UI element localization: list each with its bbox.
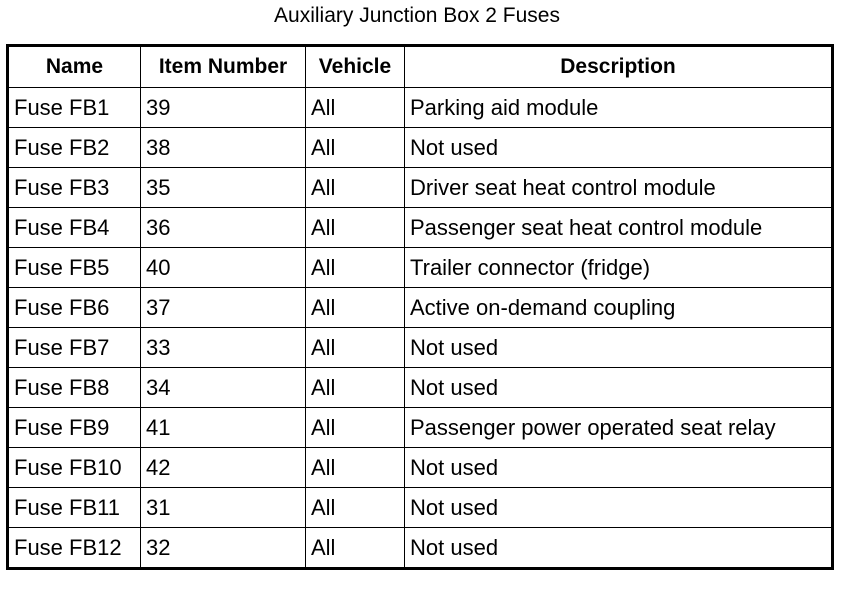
table-row	[8, 448, 833, 488]
table-row	[8, 328, 833, 368]
cell-description: Not used	[405, 528, 833, 569]
cell-description: Active on-demand coupling	[405, 288, 833, 328]
cell-name: Fuse FB4	[8, 208, 141, 248]
table-row	[8, 488, 833, 528]
cell-vehicle: All	[306, 368, 405, 408]
cell-item-number: 36	[141, 208, 306, 248]
cell-description: Not used	[405, 328, 833, 368]
cell-item-number: 41	[141, 408, 306, 448]
table-row	[8, 368, 833, 408]
cell-item-number: 34	[141, 368, 306, 408]
cell-vehicle: All	[306, 208, 405, 248]
cell-name: Fuse FB5	[8, 248, 141, 288]
cell-item-number: 40	[141, 248, 306, 288]
cell-vehicle: All	[306, 168, 405, 208]
header-item-number: Item Number	[141, 46, 306, 88]
table-row	[8, 88, 833, 128]
header-row	[8, 46, 833, 88]
cell-item-number: 38	[141, 128, 306, 168]
cell-name: Fuse FB6	[8, 288, 141, 328]
cell-name: Fuse FB8	[8, 368, 141, 408]
cell-vehicle: All	[306, 488, 405, 528]
cell-name: Fuse FB3	[8, 168, 141, 208]
cell-item-number: 33	[141, 328, 306, 368]
cell-item-number: 37	[141, 288, 306, 328]
cell-description: Passenger seat heat control module	[405, 208, 833, 248]
table-row	[8, 288, 833, 328]
cell-vehicle: All	[306, 288, 405, 328]
cell-name: Fuse FB7	[8, 328, 141, 368]
cell-item-number: 31	[141, 488, 306, 528]
cell-description: Driver seat heat control module	[405, 168, 833, 208]
cell-description: Trailer connector (fridge)	[405, 248, 833, 288]
cell-vehicle: All	[306, 128, 405, 168]
header-vehicle: Vehicle	[306, 46, 405, 88]
cell-name: Fuse FB12	[8, 528, 141, 569]
fuse-table	[6, 44, 834, 570]
table-title: Auxiliary Junction Box 2 Fuses	[274, 4, 560, 27]
header-name: Name	[8, 46, 141, 88]
table-row	[8, 408, 833, 448]
cell-item-number: 35	[141, 168, 306, 208]
cell-item-number: 39	[141, 88, 306, 128]
cell-description: Not used	[405, 368, 833, 408]
cell-description: Parking aid module	[405, 88, 833, 128]
table-row	[8, 528, 833, 569]
cell-name: Fuse FB9	[8, 408, 141, 448]
cell-item-number: 32	[141, 528, 306, 569]
cell-description: Passenger power operated seat relay	[405, 408, 833, 448]
cell-name: Fuse FB10	[8, 448, 141, 488]
table-row	[8, 208, 833, 248]
cell-vehicle: All	[306, 528, 405, 569]
header-description: Description	[405, 46, 833, 88]
table-row	[8, 128, 833, 168]
cell-vehicle: All	[306, 408, 405, 448]
cell-vehicle: All	[306, 448, 405, 488]
cell-name: Fuse FB2	[8, 128, 141, 168]
cell-description: Not used	[405, 128, 833, 168]
cell-description: Not used	[405, 488, 833, 528]
cell-name: Fuse FB1	[8, 88, 141, 128]
table-row	[8, 168, 833, 208]
cell-name: Fuse FB11	[8, 488, 141, 528]
cell-item-number: 42	[141, 448, 306, 488]
cell-vehicle: All	[306, 328, 405, 368]
cell-description: Not used	[405, 448, 833, 488]
table-row	[8, 248, 833, 288]
cell-vehicle: All	[306, 248, 405, 288]
cell-vehicle: All	[306, 88, 405, 128]
